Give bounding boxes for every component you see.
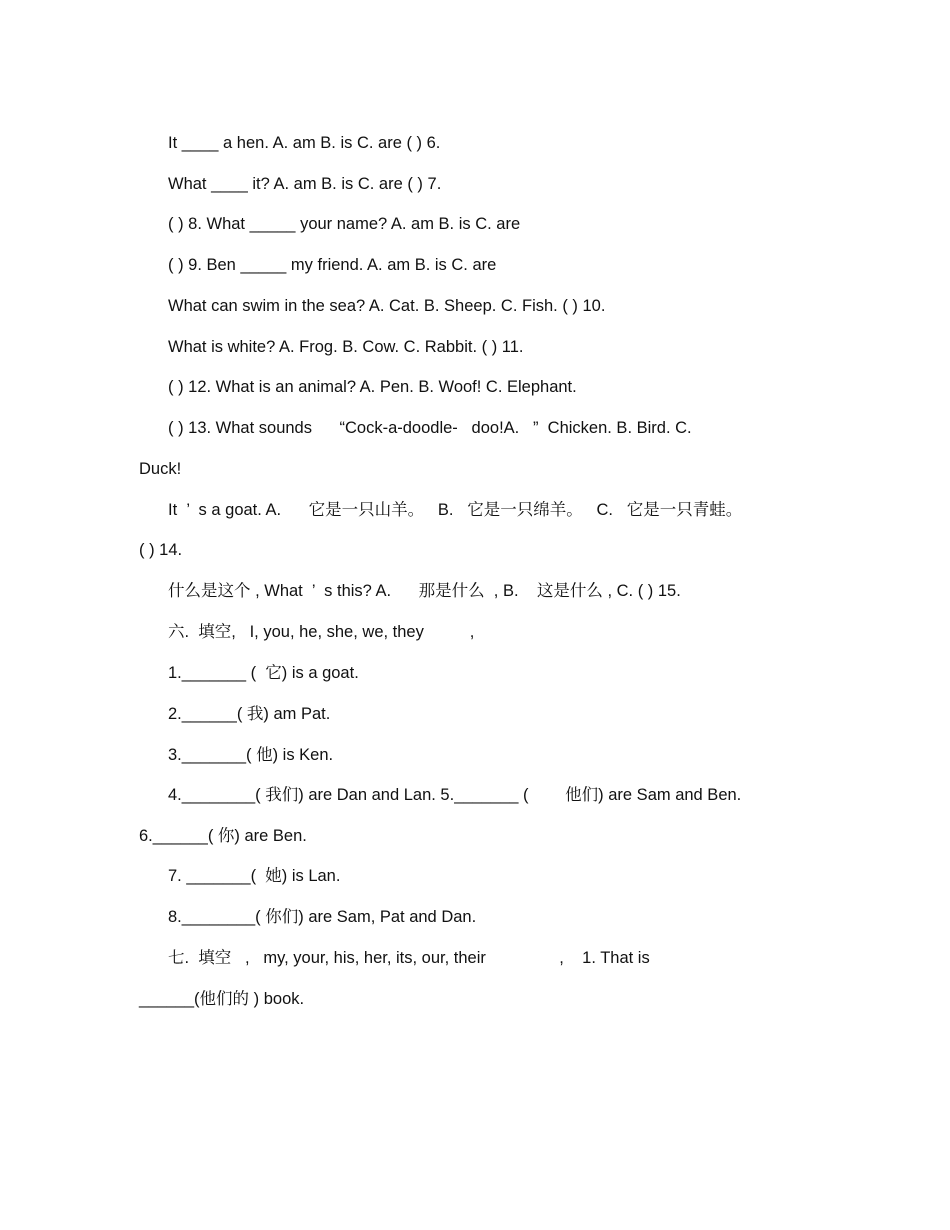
fill-blank-line: 7. _______( 她) is Lan. — [168, 867, 341, 885]
question-line: What ____ it? A. am B. is C. are ( ) 7. — [168, 175, 442, 193]
fill-blank-line: 1._______ ( 它) is a goat. — [168, 664, 359, 682]
question-line: It ____ a hen. A. am B. is C. are ( ) 6. — [168, 134, 441, 152]
fill-blank-line: 3._______( 他) is Ken. — [168, 746, 334, 764]
question-line: It ’ s a goat. A. 它是一只山羊。 B. 它是一只绵羊。 C. 它是一只青蛙。 — [168, 501, 743, 519]
question-line: What can swim in the sea? A. Cat. B. Sheep. C. Fish. ( ) 10. — [168, 297, 606, 315]
fill-blank-line: ______(他们的 ) book. — [139, 990, 305, 1008]
question-line: ( ) 12. What is an animal? A. Pen. B. Woof! C. Elephant. — [168, 378, 577, 396]
question-line: ( ) 13. What sounds “Cock-a-doodle- doo!A. ” Chicken. B. Bird. C. — [168, 419, 692, 437]
question-line: ( ) 8. What _____ your name? A. am B. is C. are — [168, 215, 521, 233]
fill-blank-line: 2.______( 我) am Pat. — [168, 705, 331, 723]
fill-blank-line: 6.______( 你) are Ben. — [139, 827, 307, 845]
section-heading-seven: 七. 填空 , my, your, his, her, its, our, their , 1. That is — [168, 949, 650, 967]
question-line: ( ) 9. Ben _____ my friend. A. am B. is C. are — [168, 256, 497, 274]
question-line: 什么是这个 , What ’ s this? A. 那是什么 , B. 这是什么 , C. ( ) 15. — [168, 582, 681, 600]
question-line: What is white? A. Frog. B. Cow. C. Rabbit. ( ) 11. — [168, 338, 524, 356]
section-heading-six: 六. 填空, I, you, he, she, we, they , — [168, 623, 475, 641]
fill-blank-line: 4.________( 我们) are Dan and Lan. 5._______ ( 他们) are Sam and Ben. — [168, 786, 742, 804]
fill-blank-line: 8.________( 你们) are Sam, Pat and Dan. — [168, 908, 477, 926]
question-line-continuation: ( ) 14. — [139, 541, 183, 559]
question-line-continuation: Duck! — [139, 460, 182, 478]
